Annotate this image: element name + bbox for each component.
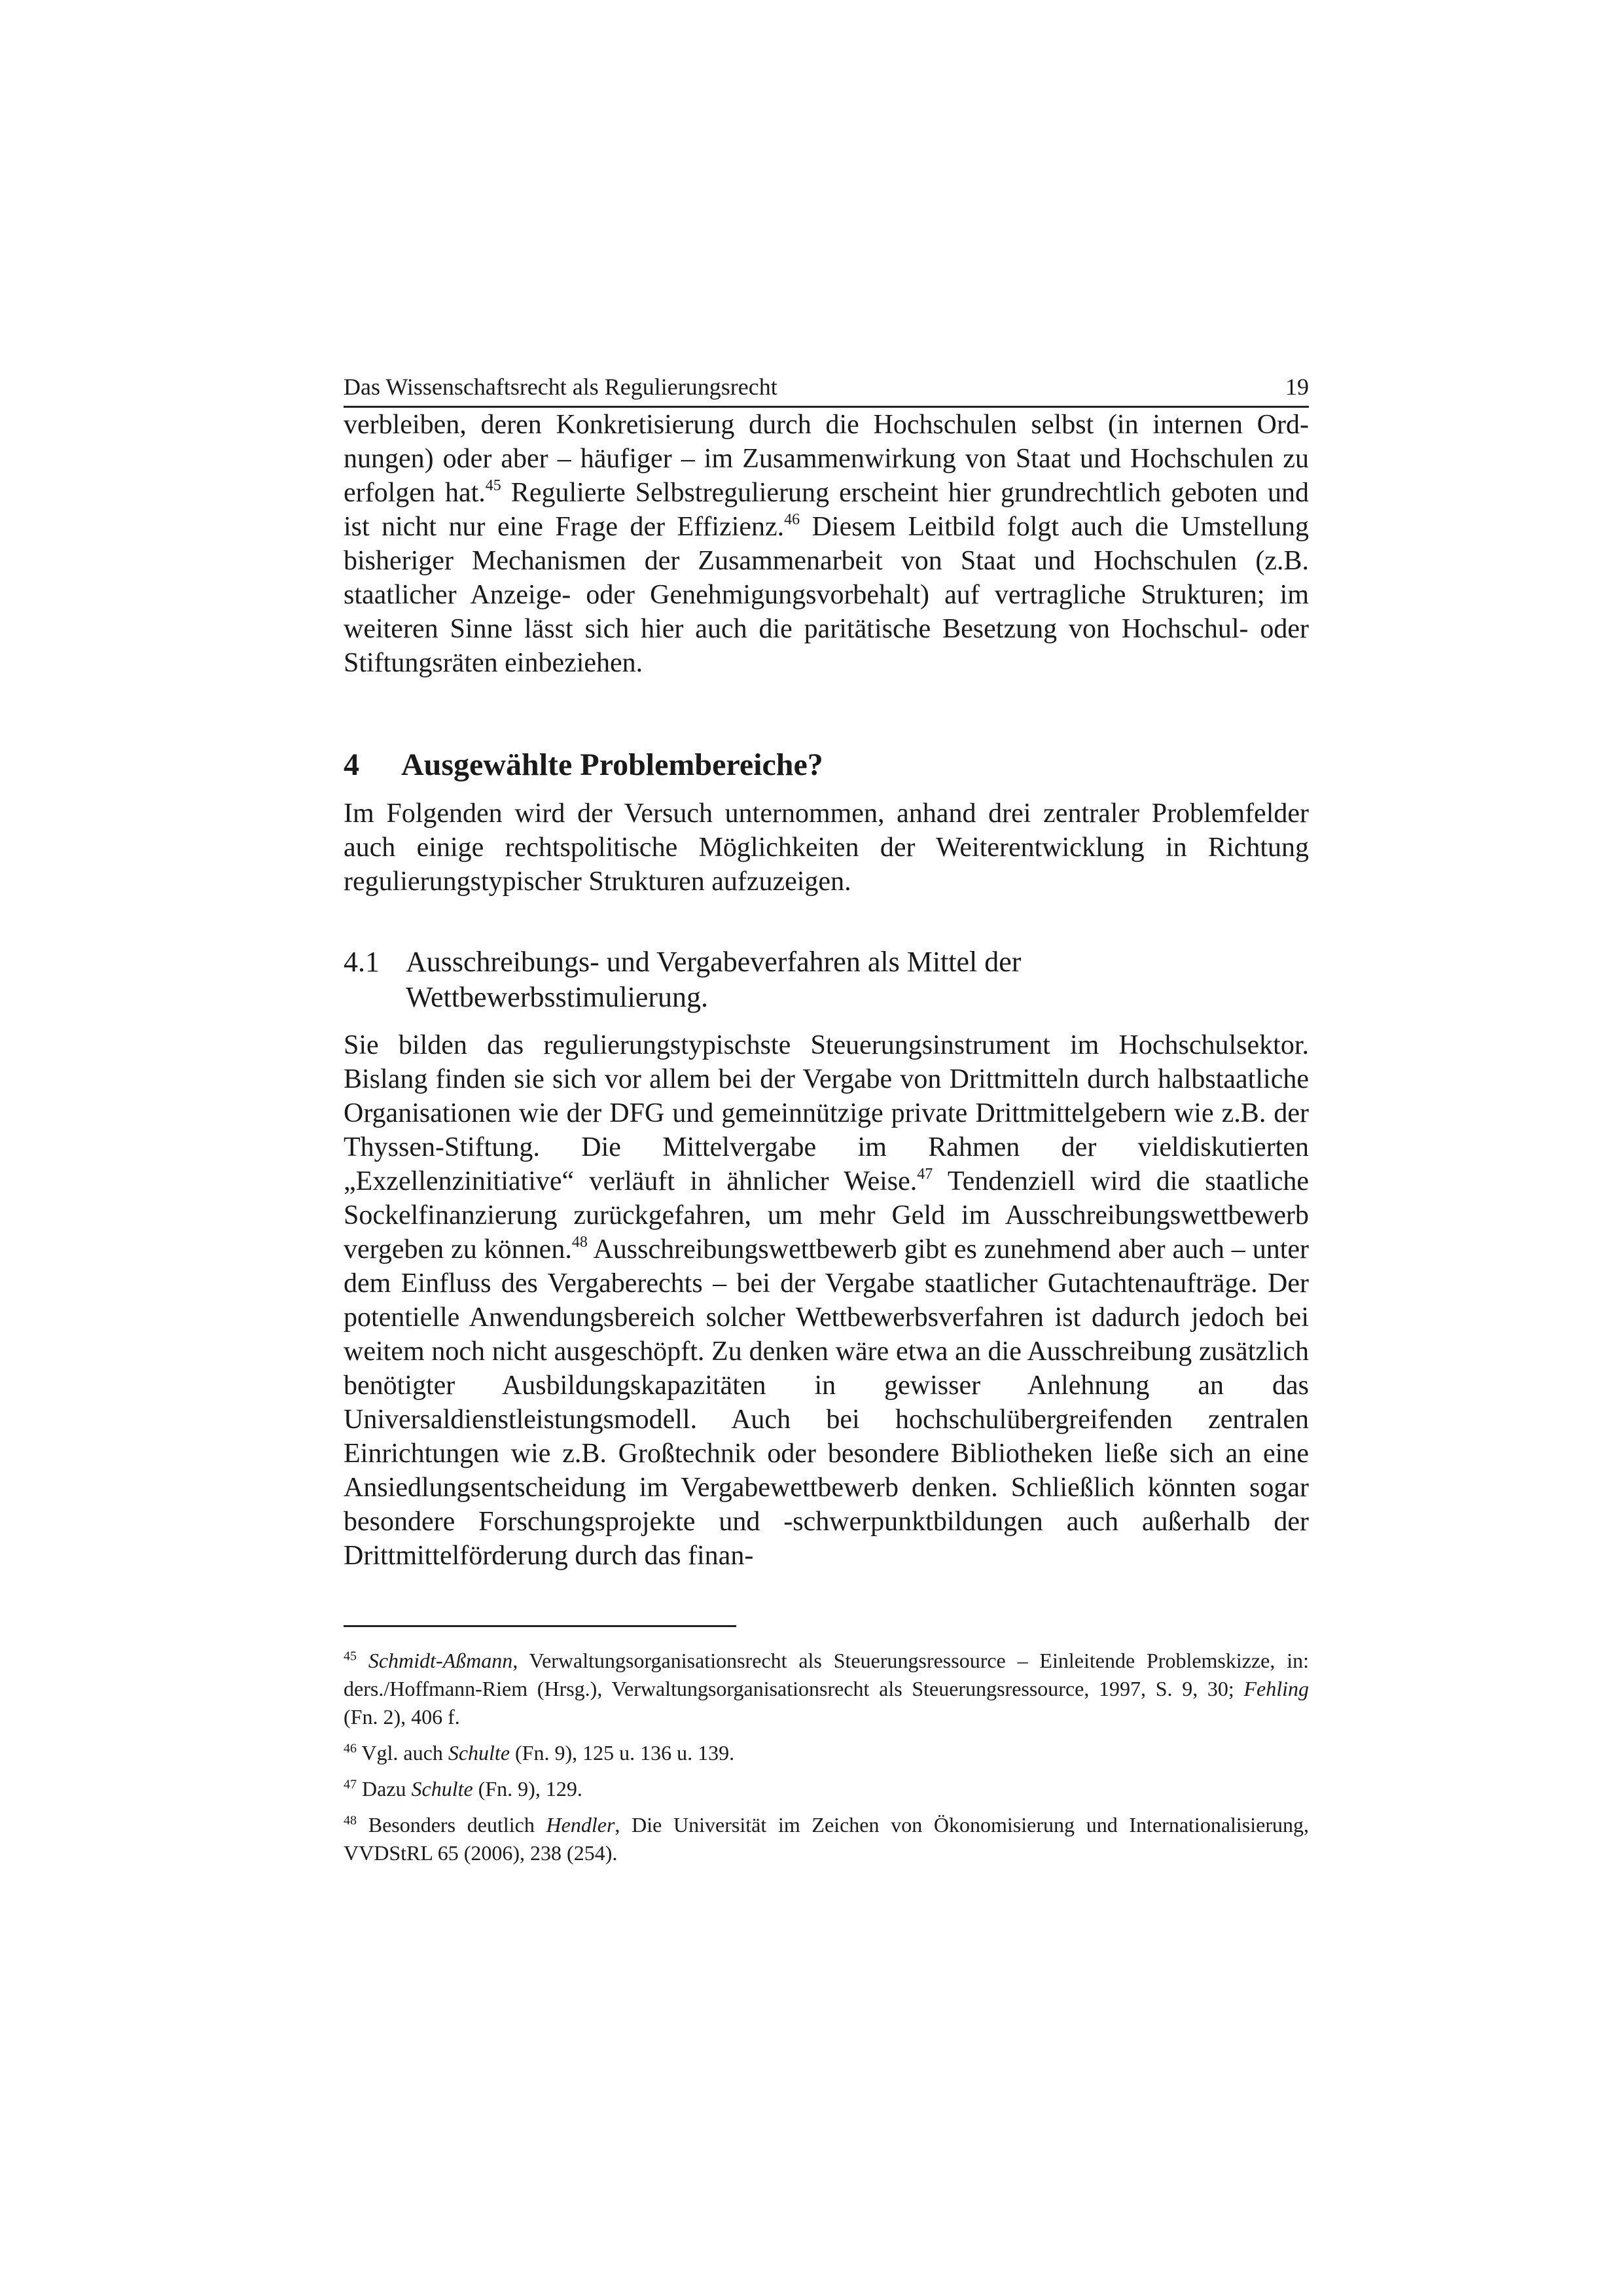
footnote-number: 48 xyxy=(344,1813,357,1828)
paragraph-text: verbleiben, deren Konkretisierung durch die Hochschulen selbst (in internen Ordnungen) oder aber – häufiger – im Zusammenwirkung von Staat und Hochschulen zu erfolgen hat. xyxy=(344,410,1309,508)
running-header xyxy=(344,367,1309,408)
running-header-title: Das Wissenschaftsrecht als Regulierungsrecht xyxy=(344,374,777,400)
footnote-48 xyxy=(344,1811,1309,1867)
footnote-ref-45[interactable]: 45 xyxy=(485,477,501,494)
footnote-45 xyxy=(344,1647,1309,1731)
footnote-text: Besonders deutlich xyxy=(368,1813,546,1837)
footnote-number: 47 xyxy=(344,1777,357,1792)
page xyxy=(344,367,1309,1875)
footnote-text: , Verwaltungsorganisationsrecht als Steuerungsressource – Einleitende Problemskizze, in: ders./Hoffmann-Riem (Hrsg.), Verwaltungsorganisationsrecht als Steuerungsressource, 1997, S. 9, 30; xyxy=(344,1649,1310,1700)
footnote-46 xyxy=(344,1739,1309,1767)
footnote-text: (Fn. 2), 406 f. xyxy=(344,1705,460,1729)
paragraph-continuation xyxy=(344,408,1309,680)
page-number: 19 xyxy=(1285,374,1309,400)
subsection-title: Ausschreibungs- und Vergabeverfahren als Mittel der Wettbewerbsstimulierung. xyxy=(406,946,1022,1013)
footnote-text: (Fn. 9), 129. xyxy=(473,1777,582,1801)
section-title: Ausgewählte Problembereiche? xyxy=(401,747,823,782)
subsection-number: 4.1 xyxy=(344,946,380,978)
paragraph-text: Sie bilden das regulierungstypischste Steuerungsinstrument im Hochschulsektor. Bislang finden sie sich vor allem bei der Vergabe von Drittmitteln durch halbstaatliche Organisationen wie der DFG und gemeinnützige private Drittmittelgebern wie z.B. der Thyssen-Stiftung. Die Mittelvergabe im Rahmen der vieldiskutierten „Exzellenzinitiative“ verläuft in ähnlicher Weise. xyxy=(344,1030,1309,1196)
footnote-author: Schulte xyxy=(448,1741,510,1765)
section-number: 4 xyxy=(344,747,359,782)
footnote-47 xyxy=(344,1775,1309,1803)
section-intro-paragraph: Im Folgenden wird der Versuch unternommen, anhand drei zentraler Problemfelder auch einige rechtspolitische Möglichkeiten der Weiterentwicklung in Richtung regulierungstypischer Strukturen aufzuzeigen. xyxy=(344,798,1309,897)
footnote-author: Schmidt-Aßmann xyxy=(368,1649,513,1672)
subsection-heading-4-1 xyxy=(344,944,1309,1015)
footnote-ref-48[interactable]: 48 xyxy=(571,1234,588,1251)
footnote-author: Hendler xyxy=(546,1813,615,1837)
subsection-paragraph xyxy=(344,1028,1309,1573)
footnote-author: Fehling xyxy=(1243,1677,1309,1700)
footnote-number: 45 xyxy=(344,1649,357,1664)
footnote-author: Schulte xyxy=(411,1777,473,1801)
section-heading-4 xyxy=(344,745,1309,785)
paragraph-text: Regulierte Selbstregulierung erscheint hier grundrechtlich geboten und ist nicht nur eine Frage der Effizienz. xyxy=(344,478,1309,542)
footnote-divider xyxy=(344,1625,736,1627)
paragraph-text: Diesem Leitbild folgt auch die Umstellung bisheriger Mechanismen der Zusammenarbeit von Staat und Hochschulen (z.B. staatlicher Anzeige- oder Genehmigungsvorbehalt) auf vertragliche Strukturen; im weiteren Sinne lässt sich hier auch die paritätische Besetzung von Hochschul- oder Stiftungsräten einbeziehen. xyxy=(344,512,1309,678)
footnote-number: 46 xyxy=(344,1741,357,1756)
footnote-text: , Die Universität im Zeichen von Ökonomisierung und Internationalisierung, VVDStRL 65 (2006), 238 (254). xyxy=(344,1813,1310,1865)
footnote-text: (Fn. 9), 125 u. 136 u. 139. xyxy=(510,1741,735,1765)
paragraph-text: Ausschreibungswettbewerb gibt es zunehmend aber auch – unter dem Einfluss des Vergaberechts – bei der Vergabe staatlicher Gutachtenaufträge. Der potentielle Anwendungsbereich solcher Wettbewerbsverfahren ist dadurch jedoch bei weitem noch nicht ausgeschöpft. Zu denken wäre etwa an die Ausschreibung zusätzlich benötigter Ausbildungskapazitäten in gewisser Anlehnung an das Universaldienstleistungsmodell. Auch bei hochschulübergreifenden zentralen Einrichtungen wie z.B. Großtechnik oder besondere Bibliotheken ließe sich an eine Ansiedlungsentscheidung im Vergabewettbewerb denken. Schließlich könnten sogar besondere Forschungsprojekte und -schwerpunktbildungen auch außerhalb der Drittmittelförderung durch das finan- xyxy=(344,1234,1310,1571)
footnote-ref-47[interactable]: 47 xyxy=(917,1166,933,1183)
footnote-ref-46[interactable]: 46 xyxy=(784,511,800,528)
paragraph-text: Tendenziell wird die staatliche Sockelfinanzierung zurückgefahren, um mehr Geld im Ausschreibungswettbewerb vergeben zu können. xyxy=(344,1166,1310,1265)
footnote-text: Vgl. auch xyxy=(361,1741,448,1765)
footnote-text: Dazu xyxy=(362,1777,412,1801)
